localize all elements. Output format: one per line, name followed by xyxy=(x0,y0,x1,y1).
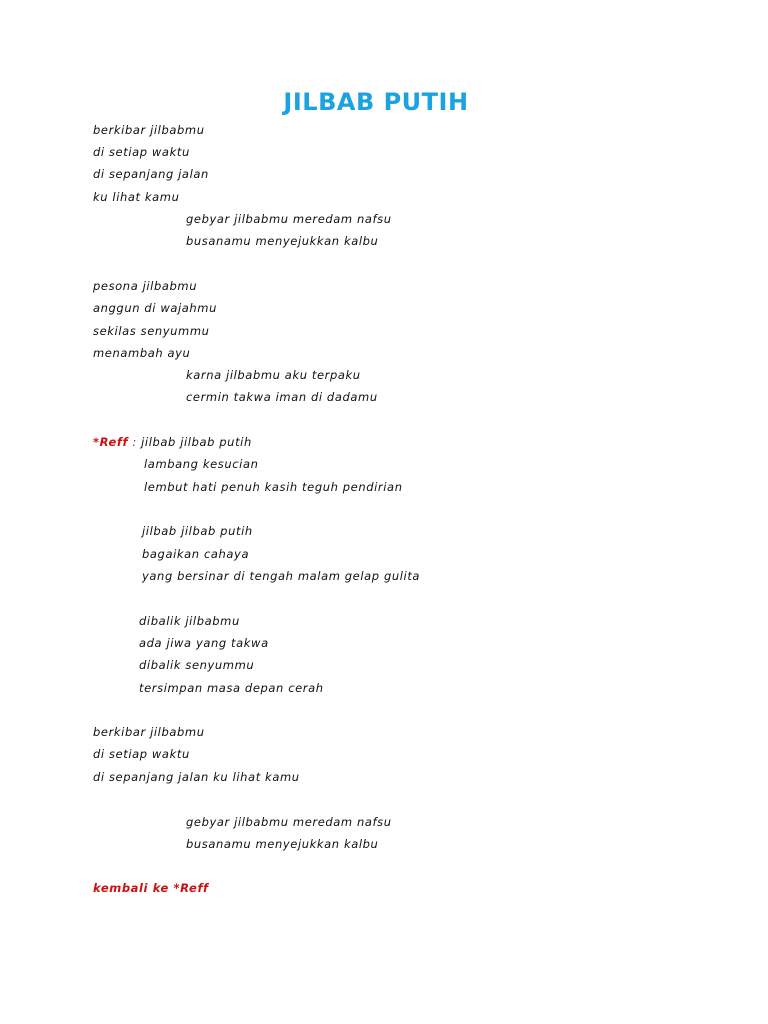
reff-line: jilbab jilbab putih xyxy=(141,435,252,449)
footer-reff-label: *Reff xyxy=(173,881,209,895)
reff-line: dibalik jilbabmu xyxy=(139,614,240,628)
reff-line: ada jiwa yang takwa xyxy=(139,636,269,650)
lyric-line: sekilas senyummu xyxy=(93,324,210,338)
reff-line: yang bersinar di tengah malam gelap gulita xyxy=(142,569,421,583)
lyric-line: berkibar jilbabmu xyxy=(93,123,205,137)
reff-line: tersimpan masa depan cerah xyxy=(139,681,324,695)
footer-prefix: kembali ke xyxy=(93,881,174,895)
lyric-line-indent: gebyar jilbabmu meredam nafsu xyxy=(186,212,392,226)
lyric-line: berkibar jilbabmu xyxy=(93,725,205,739)
reff-line: lembut hati penuh kasih teguh pendirian xyxy=(144,480,403,494)
lyric-line: menambah ayu xyxy=(93,346,191,360)
lyric-line-indent: cermin takwa iman di dadamu xyxy=(186,390,378,404)
lyric-line-indent: gebyar jilbabmu meredam nafsu xyxy=(186,815,392,829)
reff-separator: : xyxy=(128,435,142,449)
reff-first-line xyxy=(93,434,252,450)
lyric-line: anggun di wajahmu xyxy=(93,301,217,315)
lyric-line: ku lihat kamu xyxy=(93,190,180,204)
lyric-line: di setiap waktu xyxy=(93,747,190,761)
lyric-line-indent: busanamu menyejukkan kalbu xyxy=(186,837,379,851)
lyric-line: di sepanjang jalan xyxy=(93,167,209,181)
lyric-line-indent: busanamu menyejukkan kalbu xyxy=(186,234,379,248)
footer-note xyxy=(93,880,209,896)
lyric-line: pesona jilbabmu xyxy=(93,279,198,293)
reff-line: lambang kesucian xyxy=(144,457,259,471)
lyric-line: di setiap waktu xyxy=(93,145,190,159)
reff-line: jilbab jilbab putih xyxy=(142,524,253,538)
lyric-line: di sepanjang jalan ku lihat kamu xyxy=(93,770,300,784)
song-title: JILBAB PUTIH xyxy=(283,88,469,116)
reff-line: bagaikan cahaya xyxy=(142,547,250,561)
reff-label: *Reff xyxy=(93,435,129,449)
lyric-line-indent: karna jilbabmu aku terpaku xyxy=(186,368,361,382)
reff-line: dibalik senyummu xyxy=(139,658,255,672)
